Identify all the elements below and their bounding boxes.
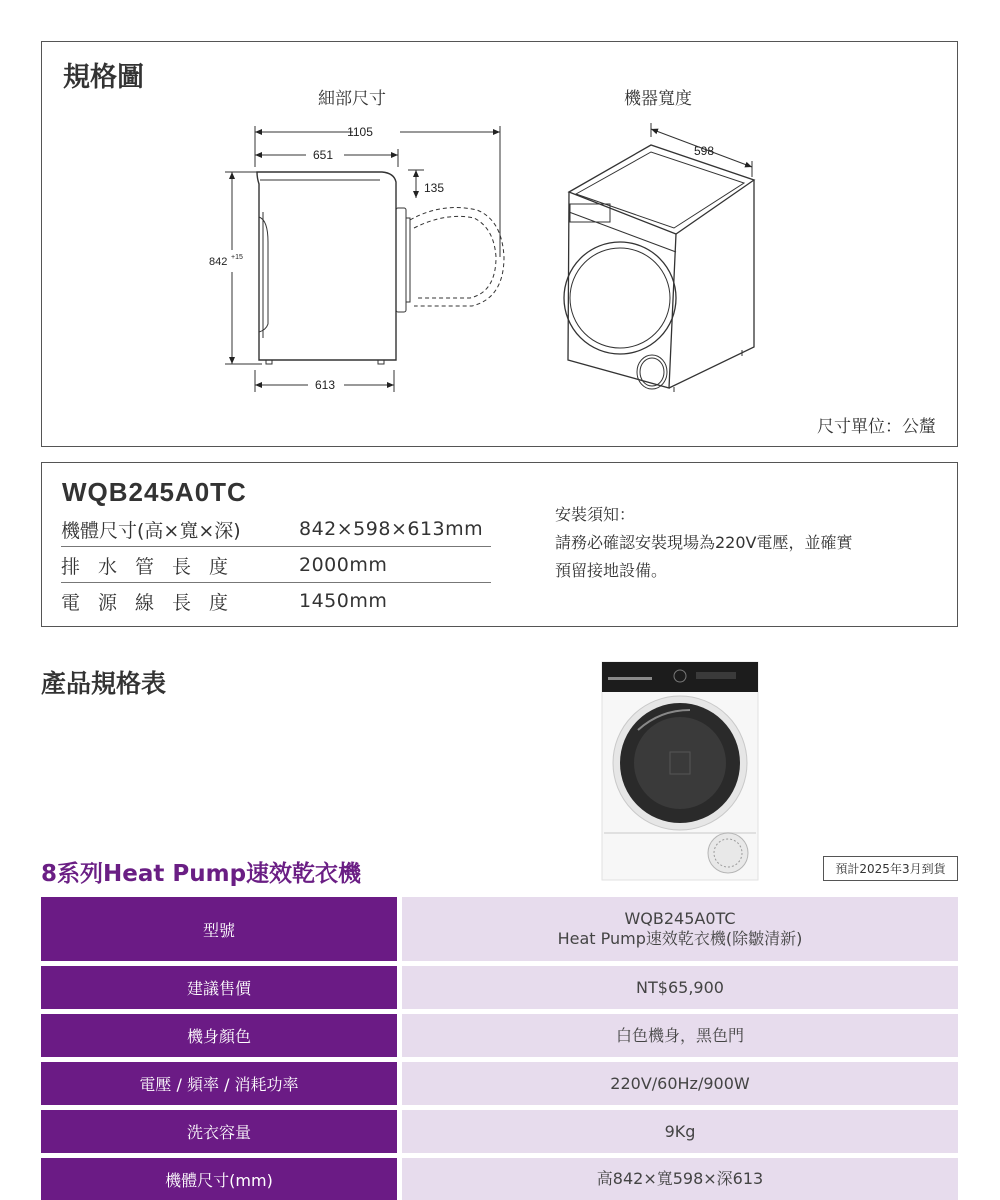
model-description: Heat Pump速效乾衣機(除皺清新)	[557, 929, 803, 948]
dim-door-offset: 135	[424, 181, 445, 195]
spec-value: 2000mm	[299, 554, 388, 576]
table-key: 洗衣容量	[41, 1110, 397, 1153]
spec-row-dimensions	[61, 511, 491, 547]
diagram-title: 規格圖	[63, 62, 144, 93]
unit-note: 尺寸單位：公釐	[817, 417, 936, 437]
dim-total-depth: 1105	[347, 125, 373, 139]
notice-title: 安裝須知：	[555, 505, 636, 524]
table-row-model	[41, 897, 958, 961]
table-key: 機體尺寸(mm)	[41, 1158, 397, 1200]
side-view-caption: 細部尺寸	[318, 89, 386, 109]
product-series-title: 8系列Heat Pump速效乾衣機	[41, 861, 362, 887]
dim-base-depth: 613	[314, 378, 336, 392]
dim-height-tolerance: +15	[231, 254, 243, 261]
front-view-drawing	[564, 123, 754, 392]
shipping-note-badge: 預計2025年3月到貨	[823, 856, 958, 881]
spec-value: 1450mm	[299, 590, 388, 612]
spec-row-drain-hose	[61, 547, 491, 583]
table-key: 型號	[41, 897, 397, 961]
table-row-color	[41, 1014, 958, 1057]
table-key: 建議售價	[41, 966, 397, 1009]
table-value	[402, 897, 958, 961]
table-key: 電壓 / 頻率 / 消耗功率	[41, 1062, 397, 1105]
table-value: 220V/60Hz/900W	[402, 1062, 958, 1105]
dryer-product-image	[600, 660, 760, 882]
spec-label: 排水管長度	[61, 555, 247, 578]
front-view-caption: 機器寬度	[624, 89, 692, 109]
dimension-drawings	[42, 42, 957, 446]
model-number: WQB245A0TC	[62, 477, 247, 507]
table-key: 機身顏色	[41, 1014, 397, 1057]
model-code: WQB245A0TC	[624, 909, 736, 928]
table-row-dimensions	[41, 1158, 958, 1200]
table-value: 白色機身，黑色門	[402, 1014, 958, 1057]
install-notice	[555, 501, 853, 585]
table-row-price	[41, 966, 958, 1009]
spec-label: 機體尺寸(高×寬×深)	[61, 519, 241, 542]
model-spec-panel	[41, 462, 958, 627]
spec-value: 842×598×613mm	[299, 518, 484, 540]
notice-line: 請務必確認安裝現場為220V電壓，並確實	[555, 533, 853, 552]
dim-body-depth: 651	[312, 148, 334, 162]
dim-height: 842	[209, 256, 228, 268]
table-value: NT$65,900	[402, 966, 958, 1009]
dimension-diagram-panel	[41, 41, 958, 447]
table-value: 高842×寬598×深613	[402, 1158, 958, 1200]
dim-width: 598	[694, 144, 715, 158]
spec-label: 電源線長度	[61, 591, 247, 614]
table-value: 9Kg	[402, 1110, 958, 1153]
spec-table-title: 產品規格表	[41, 669, 167, 698]
table-row-power	[41, 1062, 958, 1105]
notice-line: 預留接地設備。	[555, 561, 668, 580]
side-view-drawing	[225, 126, 504, 392]
table-row-capacity	[41, 1110, 958, 1153]
spec-row-power-cord	[61, 583, 491, 619]
